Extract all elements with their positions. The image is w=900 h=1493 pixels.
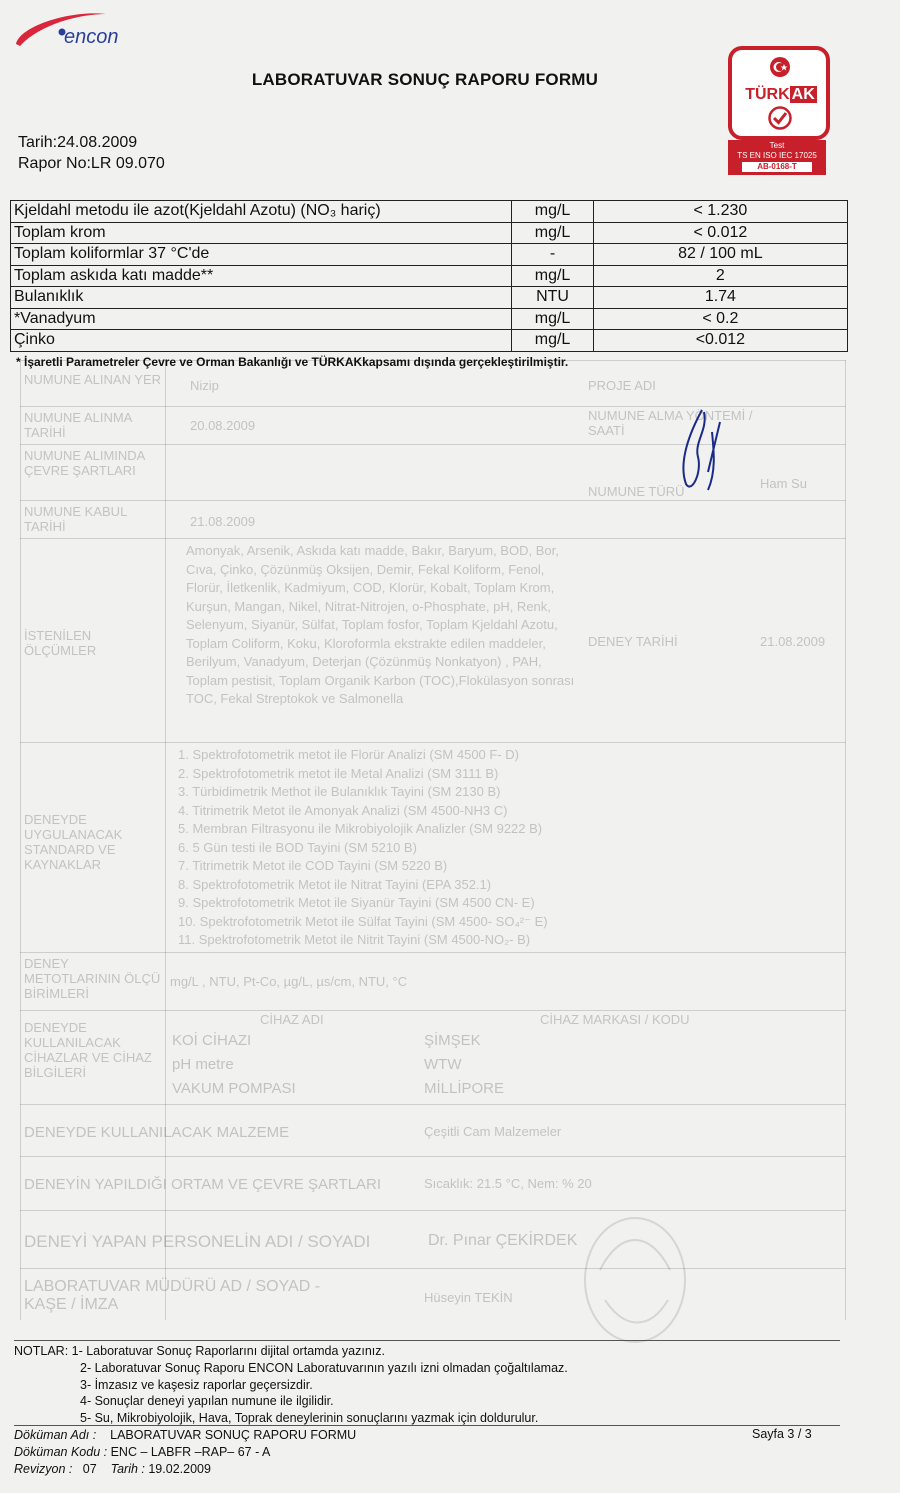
bg-devices-head-brand: CİHAZ MARKASI / KODU bbox=[540, 1012, 690, 1027]
revision-label: Revizyon : bbox=[14, 1462, 73, 1476]
turkak-frame bbox=[728, 46, 830, 140]
bg-label-location: NUMUNE ALINAN YER bbox=[24, 372, 162, 387]
bg-label-requested: İSTENİLEN ÖLÇÜMLER bbox=[24, 628, 97, 658]
background-form bbox=[20, 360, 846, 1340]
bg-label-devices: DENEYDE KULLANILACAK CİHAZLAR VE CİHAZ BİLGİLERİ bbox=[24, 1020, 152, 1080]
logo-text: encon bbox=[64, 26, 119, 48]
bg-label-personnel: DENEYİ YAPAN PERSONELİN ADI / SOYADI bbox=[24, 1232, 371, 1251]
doc-code: ENC – LABFR –RAP– 67 - A bbox=[110, 1445, 271, 1459]
footnote: * İşaretli Parametreler Çevre ve Orman Bakanlığı ve TÜRKAKkapsamı dışında gerçekleştirilmiştir. bbox=[16, 355, 569, 369]
value-cell: < 0.012 bbox=[593, 222, 847, 244]
value-cell: < 0.2 bbox=[593, 308, 847, 330]
table-row bbox=[11, 201, 848, 223]
note-item: 3- İmzasız ve kaşesiz raporlar geçersizdir. bbox=[80, 1377, 313, 1392]
bg-label-sample-date: NUMUNE ALINMA TARİHİ bbox=[24, 410, 132, 440]
signature bbox=[668, 402, 738, 497]
unit-cell: mg/L bbox=[512, 222, 593, 244]
bg-label-conditions: NUMUNE ALIMINDA ÇEVRE ŞARTLARI bbox=[24, 448, 145, 478]
bg-label-manager: LABORATUVAR MÜDÜRÜ AD / SOYAD - KAŞE / İMZA bbox=[24, 1278, 321, 1313]
document-footer bbox=[14, 1427, 356, 1478]
bg-device-brand: ŞİMŞEK bbox=[424, 1032, 481, 1049]
table-row bbox=[11, 265, 848, 287]
parameter-cell: Kjeldahl metodu ile azot(Kjeldahl Azotu) (NO₃ hariç) bbox=[11, 201, 512, 223]
bg-value-material: Çeşitli Cam Malzemeler bbox=[424, 1124, 562, 1139]
bg-value-sample-type: Ham Su bbox=[760, 476, 807, 491]
parameter-cell: Toplam krom bbox=[11, 222, 512, 244]
bg-requested-list: Amonyak, Arsenik, Askıda katı madde, Bakır, Baryum, BOD, Bor, Cıva, Çinko, Çözünmüş Oksijen, Demir, Fekal Koliform, Fenol, Florür, İletkenlik, Kadmiyum, COD, Klorür, Kobalt, Toplam Krom, Kurşun, Mangan, Nikel, Nitrat-Nitrojen, o-Phosphate, pH, Renk, Selenyum, Siyanür, Sülfat, Toplam fosfor, Toplam Kjeldahl Azotu, Toplam Coliform, Koku, Kloroformla ekstrakte edilen maddeler, Berilyum, Vanadyum, Deterjan (Çözünmüş Nonkatyon) , PAH, Toplam pestisit, Toplam Organik Karbon (TOC),Flokülasyon sonrası TOC, Fekal Streptokok ve Salmonella bbox=[186, 543, 575, 706]
bg-label-method: NUMUNE ALMA YÖNTEMİ / SAATİ bbox=[588, 408, 753, 438]
bg-device-name: pH metre bbox=[172, 1056, 234, 1073]
page-title: LABORATUVAR SONUÇ RAPORU FORMU bbox=[251, 70, 599, 89]
value-cell: 2 bbox=[593, 265, 847, 287]
accreditation-standard: TS EN ISO IEC 17025 bbox=[737, 151, 817, 160]
table-row bbox=[11, 287, 848, 309]
value-cell: 82 / 100 mL bbox=[593, 244, 847, 266]
stamp bbox=[580, 1210, 690, 1350]
footer-divider bbox=[14, 1425, 840, 1426]
bg-label-acceptance: NUMUNE KABUL TARİHİ bbox=[24, 504, 127, 534]
table-row bbox=[11, 244, 848, 266]
bg-label-test-date: DENEY TARİHİ bbox=[588, 634, 678, 649]
test-label: Test bbox=[769, 141, 785, 150]
page-number: Sayfa 3 / 3 bbox=[752, 1427, 812, 1441]
parameter-cell: Çinko bbox=[11, 330, 512, 352]
report-number: Rapor No:LR 09.070 bbox=[18, 155, 165, 172]
crescent-star-icon bbox=[769, 56, 791, 78]
parameter-cell: Bulanıklık bbox=[11, 287, 512, 309]
unit-cell: mg/L bbox=[512, 265, 593, 287]
note-item: 5- Su, Mikrobiyolojik, Hava, Toprak deneylerinin sonuçlarını yazmak için doldurulur. bbox=[80, 1411, 539, 1426]
bg-value-personnel: Dr. Pınar ÇEKİRDEK bbox=[428, 1232, 578, 1249]
notes bbox=[14, 1343, 568, 1427]
bg-label-sample-type: NUMUNE TÜRÜ bbox=[588, 484, 685, 499]
bg-value-units: mg/L , NTU, Pt-Co, µg/L, µs/cm, NTU, °C bbox=[170, 974, 408, 989]
bg-value-test-date: 21.08.2009 bbox=[760, 634, 826, 649]
doc-name: LABORATUVAR SONUÇ RAPORU FORMU bbox=[110, 1428, 357, 1442]
note-item: 4- Sonuçlar deneyi yapılan numune ile ilgilidir. bbox=[80, 1394, 334, 1409]
unit-cell: - bbox=[512, 244, 593, 266]
bg-label-project: PROJE ADI bbox=[588, 378, 656, 393]
revision: 07 bbox=[82, 1462, 97, 1476]
note-item: 2- Laboratuvar Sonuç Raporu ENCON Laboratuvarının yazılı izni olmadan çoğaltılamaz. bbox=[80, 1360, 568, 1375]
bg-label-methods: DENEYDE UYGULANACAK STANDARD VE KAYNAKLAR bbox=[24, 812, 123, 872]
doc-name-label: Döküman Adı : bbox=[14, 1428, 97, 1442]
results-table bbox=[10, 200, 848, 352]
bg-devices-head-name: CİHAZ ADI bbox=[260, 1012, 324, 1027]
turkak-badge bbox=[726, 46, 828, 176]
doc-code-label: Döküman Kodu : bbox=[14, 1445, 108, 1459]
parameter-cell: *Vanadyum bbox=[11, 308, 512, 330]
bg-method-list: 1. Spektrofotometrik metot ile Florür Analizi (SM 4500 F- D) 2. Spektrofotometrik metot ile Metal Analizi (SM 3111 B) 3. Türbidimetrik Methot ile Bulanıklık Tayini (SM 2130 B) 4. Titrimetrik Metot ile Amonyak Analizi (SM 4500-NH3 C) 5. Membran Filtrasyonu ile Mikrobiyolojik Analizler (SM 9222 B) 6. 5 Gün testi ile BOD Tayini (SM 5210 B) 7. Titrimetrik Metot ile COD Tayini (SM 5220 B) 8. Spektrofotometrik Metot ile Nitrat Tayini (EPA 352.1) 9. Spektrofotometrik Metot ile Siyanür Tayini (SM 4500 CN- E) 10. Spektrofotometrik Metot ile Sülfat Tayini (SM 4500- SO₄²⁻ E) 11. Spektrofotometrik Metot ile Nitrit Tayini (SM 4500-NO₂- B) bbox=[178, 747, 548, 947]
bg-device-brand: MİLLİPORE bbox=[424, 1080, 505, 1097]
unit-cell: mg/L bbox=[512, 330, 593, 352]
footer-date: 19.02.2009 bbox=[148, 1462, 211, 1476]
bg-value-acceptance: 21.08.2009 bbox=[190, 514, 256, 529]
table-row bbox=[11, 308, 848, 330]
value-cell: < 1.230 bbox=[593, 201, 847, 223]
bg-device-name: VAKUM POMPASI bbox=[172, 1080, 296, 1097]
bg-value-sample-date: 20.08.2009 bbox=[190, 418, 256, 433]
value-cell: <0.012 bbox=[593, 330, 847, 352]
parameter-cell: Toplam koliformlar 37 °C'de bbox=[11, 244, 512, 266]
note-item: NOTLAR: 1- Laboratuvar Sonuç Raporlarını dijital ortamda yazınız. bbox=[14, 1344, 386, 1358]
bg-label-material: DENEYDE KULLANILACAK MALZEME bbox=[24, 1124, 290, 1141]
bg-device-brand: WTW bbox=[424, 1056, 462, 1073]
report-date: Tarih:24.08.2009 bbox=[18, 134, 138, 151]
accreditation-code: AB-0168-T bbox=[742, 162, 812, 172]
unit-cell: mg/L bbox=[512, 308, 593, 330]
footer-date-label: Tarih : bbox=[110, 1462, 145, 1476]
unit-cell: NTU bbox=[512, 287, 593, 309]
unit-cell: mg/L bbox=[512, 201, 593, 223]
value-cell: 1.74 bbox=[593, 287, 847, 309]
bg-label-units: DENEY METOTLARININ ÖLÇÜ BİRİMLERİ bbox=[24, 956, 161, 1001]
bg-label-environment: DENEYİN YAPILDIĞI ORTAM VE ÇEVRE ŞARTLARI bbox=[24, 1176, 382, 1193]
notes-divider bbox=[14, 1340, 840, 1341]
bg-value-manager: Hüseyin TEKİN bbox=[424, 1290, 513, 1305]
checkmark-icon bbox=[767, 106, 793, 130]
bg-value-location: Nizip bbox=[190, 378, 219, 393]
table-row bbox=[11, 222, 848, 244]
parameter-cell: Toplam askıda katı madde** bbox=[11, 265, 512, 287]
accreditation-strip bbox=[728, 140, 826, 175]
turkak-name: TÜRK AK bbox=[745, 86, 815, 103]
bg-device-name: KOİ CİHAZI bbox=[172, 1032, 252, 1049]
table-row bbox=[11, 330, 848, 352]
bg-value-environment: Sıcaklık: 21.5 °C, Nem: % 20 bbox=[424, 1176, 592, 1191]
